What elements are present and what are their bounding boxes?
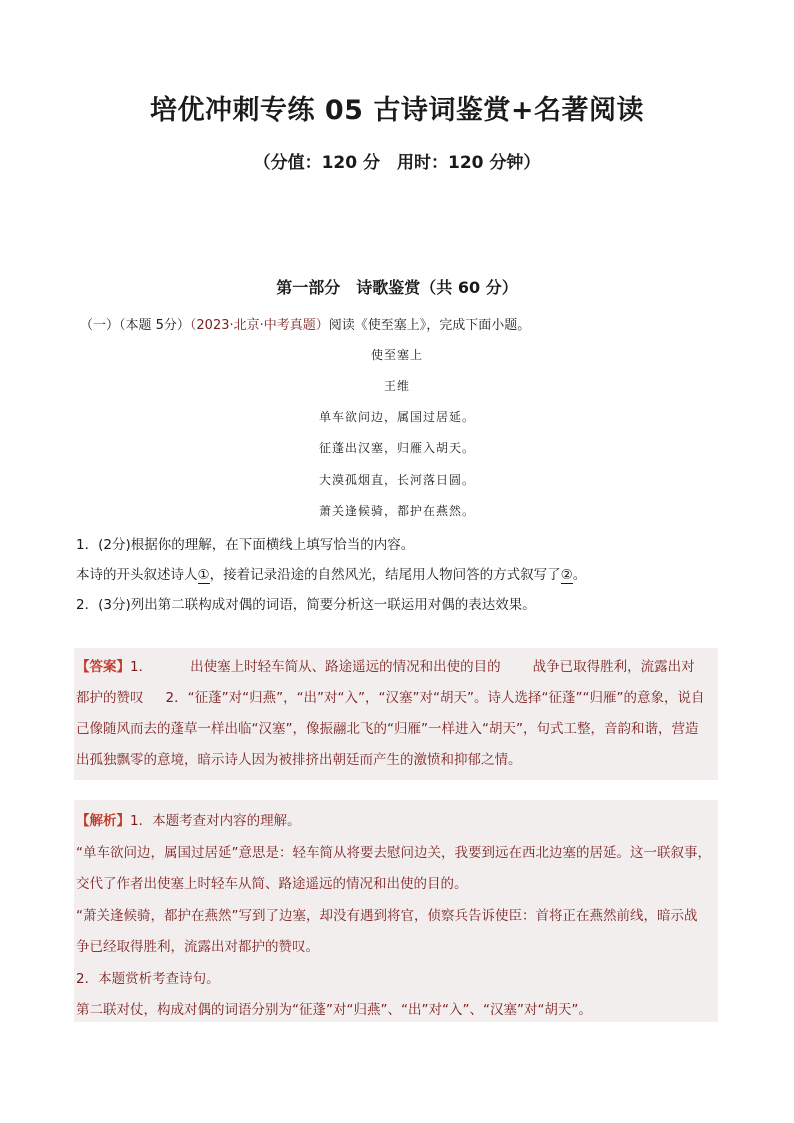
- question-1-body: [76, 563, 726, 584]
- question-1-title: 1．(2分)根据你的理解，在下面横线上填写恰当的内容。: [76, 537, 415, 553]
- analysis-line: 2．本题赏析考查诗句。: [76, 970, 220, 987]
- page-title: 培优冲刺专练 05 古诗词鉴赏+名著阅读: [150, 95, 644, 126]
- answer-line: 己像随风而去的蓬草一样出临“汉塞”，像振翮北飞的“归雁”一样进入“胡天”，句式工整，音韵和谐，营造: [76, 721, 699, 737]
- answer-segment: 出使塞上时轻车简从、路途遥远的情况和出使的目的: [190, 659, 501, 675]
- poem-line: 萧关逢候骑，都护在燕然。: [318, 504, 475, 518]
- intro-source: （2023·北京·中考真题）: [189, 318, 329, 333]
- analysis-segment: 1．本题考查对内容的理解。: [130, 813, 301, 829]
- q1-text: ，接着记录沿途的自然风光，结尾用人物问答的方式叙写了: [209, 567, 561, 583]
- page-subtitle: （分值：120 分 用时：120 分钟）: [253, 153, 541, 173]
- blank-1[interactable]: ①: [197, 567, 210, 583]
- answer-segment: 1．: [130, 659, 153, 675]
- answer-segment: 战争已取得胜利，流露出对: [532, 659, 695, 675]
- analysis-line: “单车欲问边，属国过居延”意思是：轻车简从将要去慰问边关，我要到远在西北边塞的居延。这一联叙事，: [76, 844, 711, 861]
- poem-line: 征蓬出汉塞，归雁入胡天。: [318, 441, 475, 455]
- blank-2[interactable]: ②: [560, 567, 573, 583]
- section-title: 第一部分 诗歌鉴赏（共 60 分）: [276, 278, 518, 297]
- answer-line: 出孤独飘零的意境，暗示诗人因为被排挤出朝廷而产生的激愤和抑郁之情。: [76, 752, 522, 768]
- answer-tag: 【答案】: [76, 659, 130, 675]
- question-intro: [80, 314, 720, 333]
- intro-prefix: （一）（本题 5分）: [80, 318, 190, 333]
- answer-segment: 2．“征蓬”对“归燕”，“出”对“入”，“汉塞”对“胡天”。诗人选择“征蓬”“归雁”的意象，说自: [165, 690, 705, 706]
- q1-text: 。: [572, 567, 587, 583]
- poem-title: 使至塞上: [370, 348, 423, 362]
- poem-line: 大漠孤烟直，长河落日圆。: [318, 473, 475, 487]
- analysis-line: 争已经取得胜利，流露出对都护的赞叹。: [76, 939, 319, 955]
- analysis-line: 交代了作者出使塞上时轻车从简、路途遥远的情况和出使的目的。: [76, 876, 468, 892]
- analysis-line: 第二联对仗，构成对偶的词语分别为“征蓬”对“归燕”、“出”对“入”、“汉塞”对“胡天”。: [76, 1002, 592, 1018]
- analysis-tag: 【解析】: [76, 813, 130, 829]
- answer-text: [76, 652, 716, 776]
- poem-line: 单车欲问边，属国过居延。: [318, 410, 475, 424]
- poem-author: 王维: [383, 379, 410, 393]
- question-2-title: 2．(3分)列出第二联构成对偶的词语，简要分析这一联运用对偶的表达效果。: [76, 597, 536, 613]
- analysis-text: [76, 806, 716, 1027]
- intro-text: 阅读《使至塞上》，完成下面小题。: [328, 318, 531, 333]
- analysis-line: “萧关逢候骑，都护在燕然”写到了边塞，却没有遇到将官，侦察兵告诉使臣：首将正在燕然前线，暗示战: [76, 907, 698, 924]
- q1-text: 本诗的开头叙述诗人: [76, 567, 198, 583]
- answer-segment: 都护的赞叹: [76, 690, 144, 706]
